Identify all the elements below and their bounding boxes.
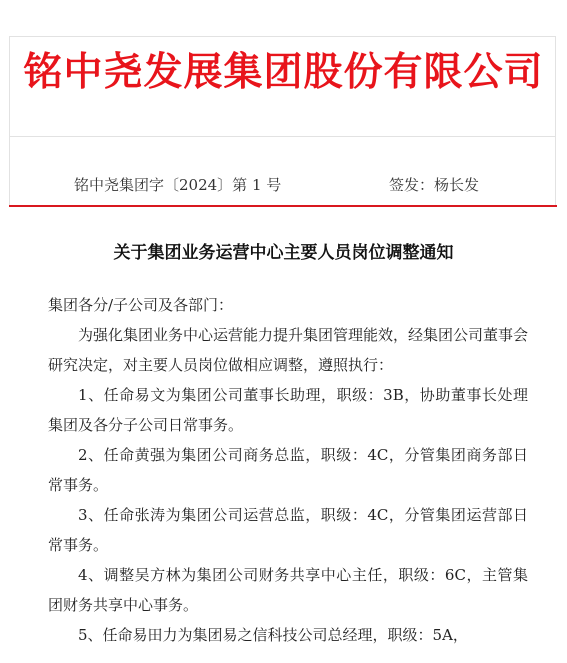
signer: 签发：杨长发: [389, 176, 480, 194]
notice-body: [48, 290, 528, 650]
letterhead-divider: [9, 136, 556, 137]
item-paragraph-3: 3、任命张涛为集团公司运营总监，职级：4C，分管集团运营部日常事务。: [48, 506, 528, 554]
notice-title: 关于集团业务运营中心主要人员岗位调整通知: [113, 243, 454, 263]
intro-paragraph: 为强化集团业务中心运营能力提升集团管理能效，经集团公司董事会研究决定，对主要人员岗位做相应调整，遵照执行：: [48, 326, 529, 374]
item-paragraph-4: 4、调整吴方林为集团公司财务共享中心主任，职级：6C，主管集团财务共享中心事务。: [48, 566, 528, 614]
salutation: 集团各分/子公司及各部门：: [48, 296, 234, 314]
item-paragraph-5: 5、任命易田力为集团易之信科技公司总经理，职级：5A，: [78, 626, 468, 644]
document-number: 铭中尧集团字〔2024〕第 1 号: [74, 176, 282, 194]
company-name: 铭中尧发展集团股份有限公司: [23, 49, 544, 95]
item-paragraph-2: 2、任命黄强为集团公司商务总监，职级：4C，分管集团商务部日常事务。: [48, 446, 528, 494]
red-separator-rule: [9, 205, 557, 207]
item-paragraph-1: 1、任命易文为集团公司董事长助理，职级：3B，协助董事长处理集团及各分子公司日常事务。: [48, 386, 528, 434]
